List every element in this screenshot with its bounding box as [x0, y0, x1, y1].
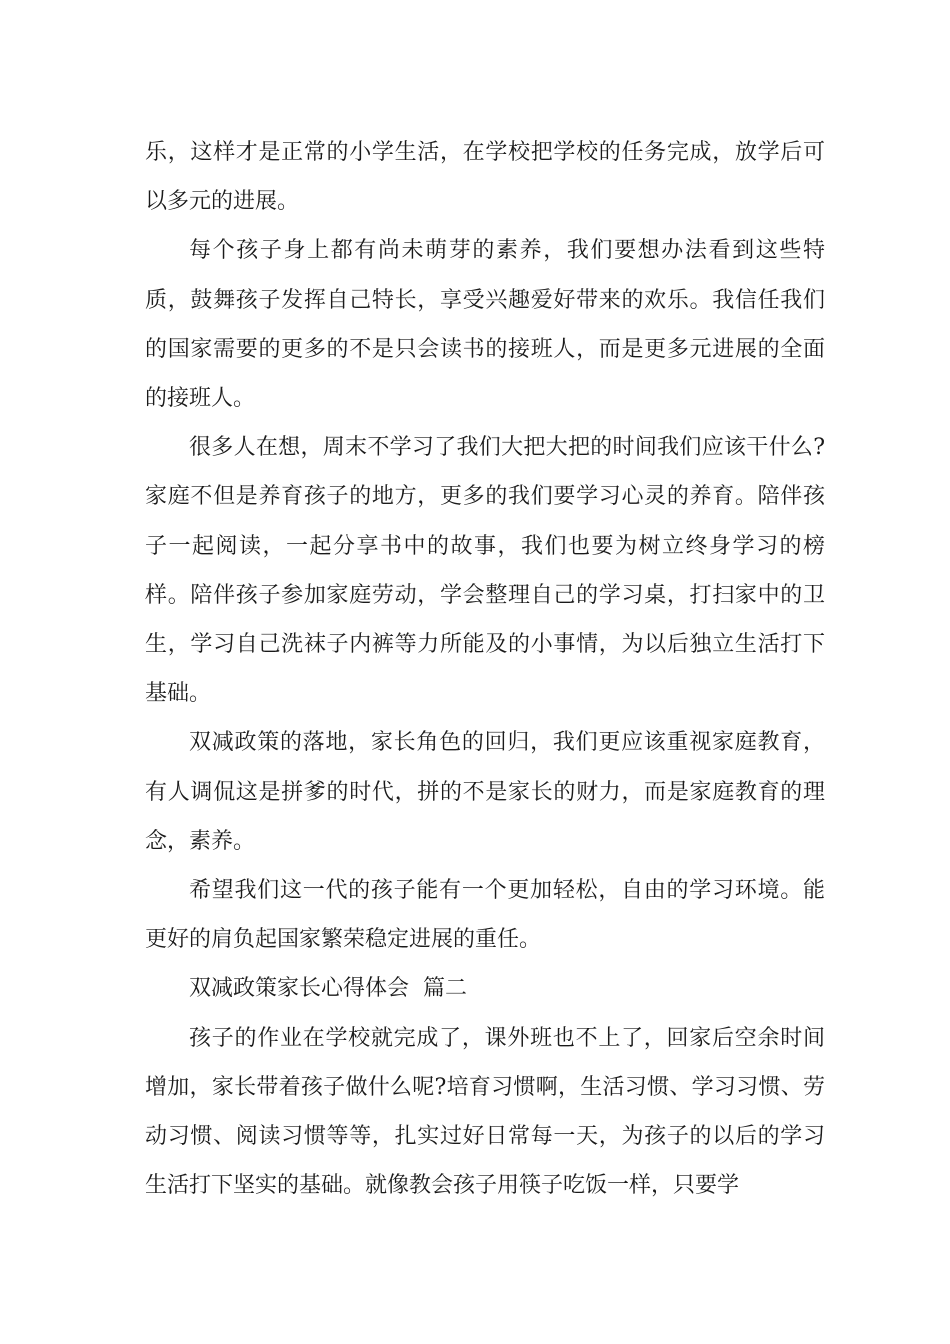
paragraph-2: 每个孩子身上都有尚未萌芽的素养，我们要想办法看到这些特质，鼓舞孩子发挥自己特长，享受兴趣爱好带来的欢乐。我信任我们的国家需要的更多的不是只会读书的接班人，而是更多元进展的全面的接班人。: [145, 238, 825, 412]
paragraph-1: 乐，这样才是正常的小学生活，在学校把学校的任务完成，放学后可以多元的进展。: [145, 140, 825, 215]
paragraph-6: 孩子的作业在学校就完成了，课外班也不上了，回家后空余时间增加，家长带着孩子做什么呢?培育习惯啊，生活习惯、学习习惯、劳动习惯、阅读习惯等等，扎实过好日常每一天，为孩子的以后的学习生活打下坚实的基础。就像教会孩子用筷子吃饭一样，只要学: [145, 1025, 825, 1199]
section-heading: 双减政策家长心得体会 篇二: [189, 976, 467, 1002]
paragraph-3: 很多人在想，周末不学习了我们大把大把的时间我们应该干什么?家庭不但是养育孩子的地方，更多的我们要学习心灵的养育。陪伴孩子一起阅读，一起分享书中的故事，我们也要为树立终身学习的榜样。陪伴孩子参加家庭劳动，学会整理自己的学习桌，打扫家中的卫生，学习自己洗袜子内裤等力所能及的小事情，为以后独立生活打下基础。: [145, 435, 825, 707]
document-body: [145, 128, 825, 1210]
paragraph-4: 双减政策的落地，家长角色的回归，我们更应该重视家庭教育，有人调侃这是拼爹的时代，拼的不是家长的财力，而是家庭教育的理念，素养。: [145, 730, 825, 854]
paragraph-5: 希望我们这一代的孩子能有一个更加轻松，自由的学习环境。能更好的肩负起国家繁荣稳定进展的重任。: [145, 878, 825, 953]
